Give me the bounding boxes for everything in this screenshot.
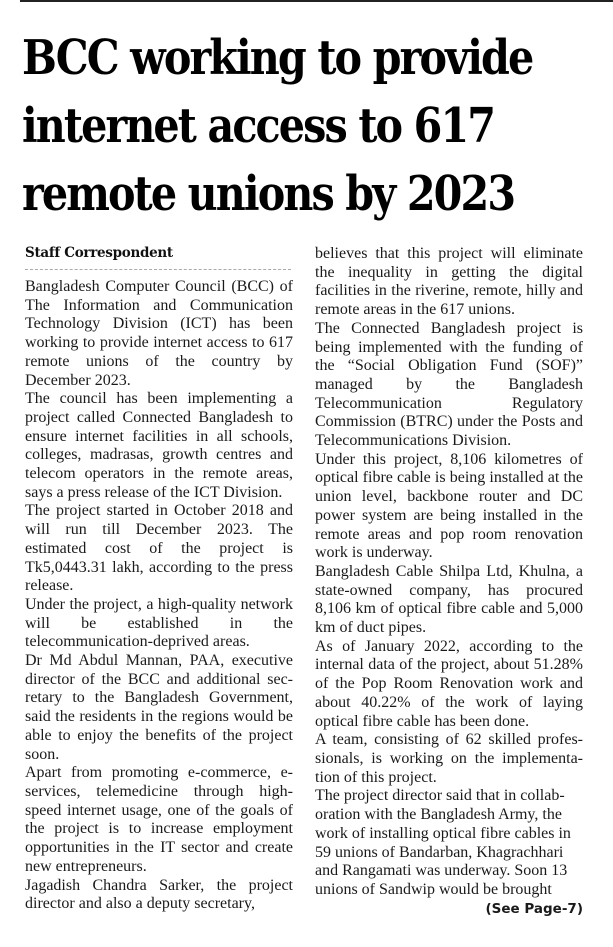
paragraph: The council has been implementing a project called Connected Bangladesh to ensure internet facilities in all schools, colleges, madrasas, growth centres and telecom operators in the remote areas, says a press release of the ICT Division. xyxy=(25,390,293,501)
paragraph: A team, consisting of 62 skilled professionals, is working on the implementation of this project. xyxy=(315,731,583,786)
paragraph-last xyxy=(315,787,583,917)
headline xyxy=(22,24,533,228)
paragraph: The Connected Bangladesh project is being implemented with the funding of the “Social Obligation Fund (SOF)” managed by the Bangladesh Telecommunication Regulatory Commission (BTRC) under the Posts and Telecommunications Division. xyxy=(315,319,583,450)
byline-divider xyxy=(25,269,291,270)
byline: Staff Correspondent xyxy=(25,245,173,261)
paragraph-text: The project director said that in collaboration with the Bangladesh Army, the work of installing optical fibre cables in 59 unions of Bandarban, Khagrachhari and Rangamati was underway. Soon 13 unions of Sandwip would be brought xyxy=(315,787,571,898)
top-rule xyxy=(20,0,613,2)
headline-line: internet access to 617 xyxy=(22,98,495,154)
article-column-left xyxy=(25,278,293,914)
paragraph: The project started in October 2018 and will run till December 2023. The estimated cost of the project is Tk5,0443.31 lakh, according to the press release. xyxy=(25,502,293,595)
paragraph: believes that this project will eliminate the inequality in getting the digital facilities in the riverine, remote, hilly and remote areas in the 617 unions. xyxy=(315,245,583,319)
paragraph: Under the project, a high-quality network will be established in the telecommunication-deprived areas. xyxy=(25,595,293,651)
headline-line: remote unions by 2023 xyxy=(22,166,515,222)
headline-line: BCC working to provide xyxy=(22,30,533,86)
paragraph: Bangladesh Computer Council (BCC) of The Information and Communication Technology Division (ICT) has been working to provide internet access to 617 remote unions of the country by December 2023. xyxy=(25,278,293,389)
paragraph: Bangladesh Cable Shilpa Ltd, Khulna, a state-owned company, has procured 8,106 km of optical fibre cable and 5,000 km of duct pipes. xyxy=(315,562,583,637)
paragraph: Apart from promoting e-commerce, e-services, telemedicine through high-speed internet usage, one of the goals of the project is to increase employment opportunities in the IT sector and create new entrepreneurs. xyxy=(25,764,293,875)
article-column-right xyxy=(315,245,583,918)
paragraph: Jagadish Chandra Sarker, the project director and also a deputy secretary, xyxy=(25,876,293,913)
continuation-link[interactable]: (See Page-7) xyxy=(485,900,583,917)
paragraph: Dr Md Abdul Mannan, PAA, executive director of the BCC and additional secretary to the Bangladesh Government, said the residents in the regions would be able to enjoy the benefits of the project soon. xyxy=(25,652,293,763)
paragraph: Under this project, 8,106 kilometres of optical fibre cable is being installed at the union level, backbone router and DC power system are being installed in the remote areas and pop room renovation work is underway. xyxy=(315,450,583,562)
paragraph: As of January 2022, according to the internal data of the project, about 51.28% of the Pop Room Renovation work and about 40.22% of the work of laying optical fibre cable has been done. xyxy=(315,637,583,730)
